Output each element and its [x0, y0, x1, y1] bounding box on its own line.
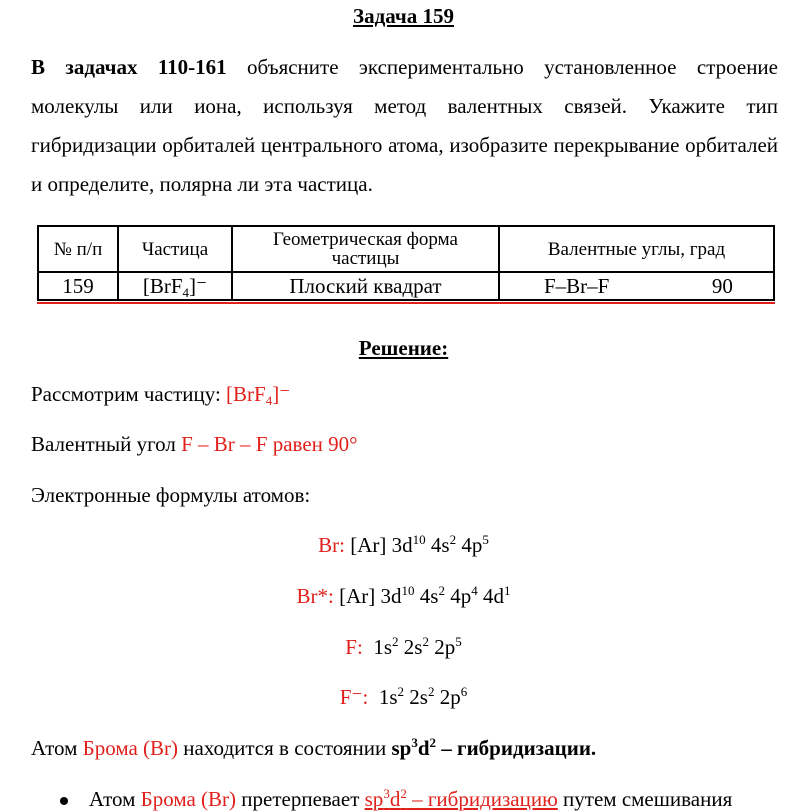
hybridization-line: Атом Брома (Br) находится в состоянии $sp^3d^2$ – гибридизации. — [31, 735, 597, 760]
task-range: В задачах 110-161 — [31, 55, 227, 79]
cell-shape: Плоский квадрат — [232, 272, 499, 300]
task-description — [31, 48, 778, 204]
angle-label: F–Br–F — [544, 273, 610, 298]
cell-angles — [499, 272, 774, 300]
task-title: Задача 159 — [353, 4, 454, 28]
solution-title: Решение: — [358, 336, 449, 360]
task-table — [37, 225, 775, 301]
formula-f: F: $1s^2$ $2s^2$ $2p^5$ — [345, 634, 462, 659]
formulas-heading: Электронные формулы атомов: — [31, 483, 311, 507]
cell-particle: [BrF$_4$]⁻ — [118, 272, 232, 300]
table-row — [38, 272, 774, 300]
table-header-row — [38, 226, 774, 272]
table-underline — [37, 302, 775, 304]
bullet-text: Атом Брома (Br) претерпевает $sp^3d^2$ – гибридизацию путем смешивания — [89, 786, 733, 811]
formula-br: Br: [Ar] $3d^{10}$ $4s^2$ $4p^5$ — [318, 532, 489, 557]
formula-f-ion: F⁻: $1s^2$ $2s^2$ $2p^6$ — [339, 684, 468, 709]
angle-value: 90 — [711, 273, 733, 298]
header-num: № п/п — [38, 226, 118, 272]
consider-line: Рассмотрим частицу: [BrF$_4$]⁻ — [31, 382, 291, 408]
header-angles: Валентные углы, град — [499, 226, 774, 272]
header-shape: Геометрическая форма частицы — [232, 226, 499, 272]
task-text: объясните экспериментально установленное строение молекулы или иона, используя метод валентных связей. Укажите тип гибридизации орбиталей центрального атома, изобразите перекрывание орбиталей и определите, полярна ли эта частица. — [31, 55, 778, 196]
header-particle: Частица — [118, 226, 232, 272]
cell-num: 159 — [38, 272, 118, 300]
angle-line: Валентный угол F – Br – F равен 90° — [31, 432, 358, 456]
bullet-icon — [60, 797, 68, 805]
formula-br-excited: Br*: [Ar] $3d^{10}$ $4s^2$ $4p^4$ $4d^1$ — [296, 583, 511, 608]
